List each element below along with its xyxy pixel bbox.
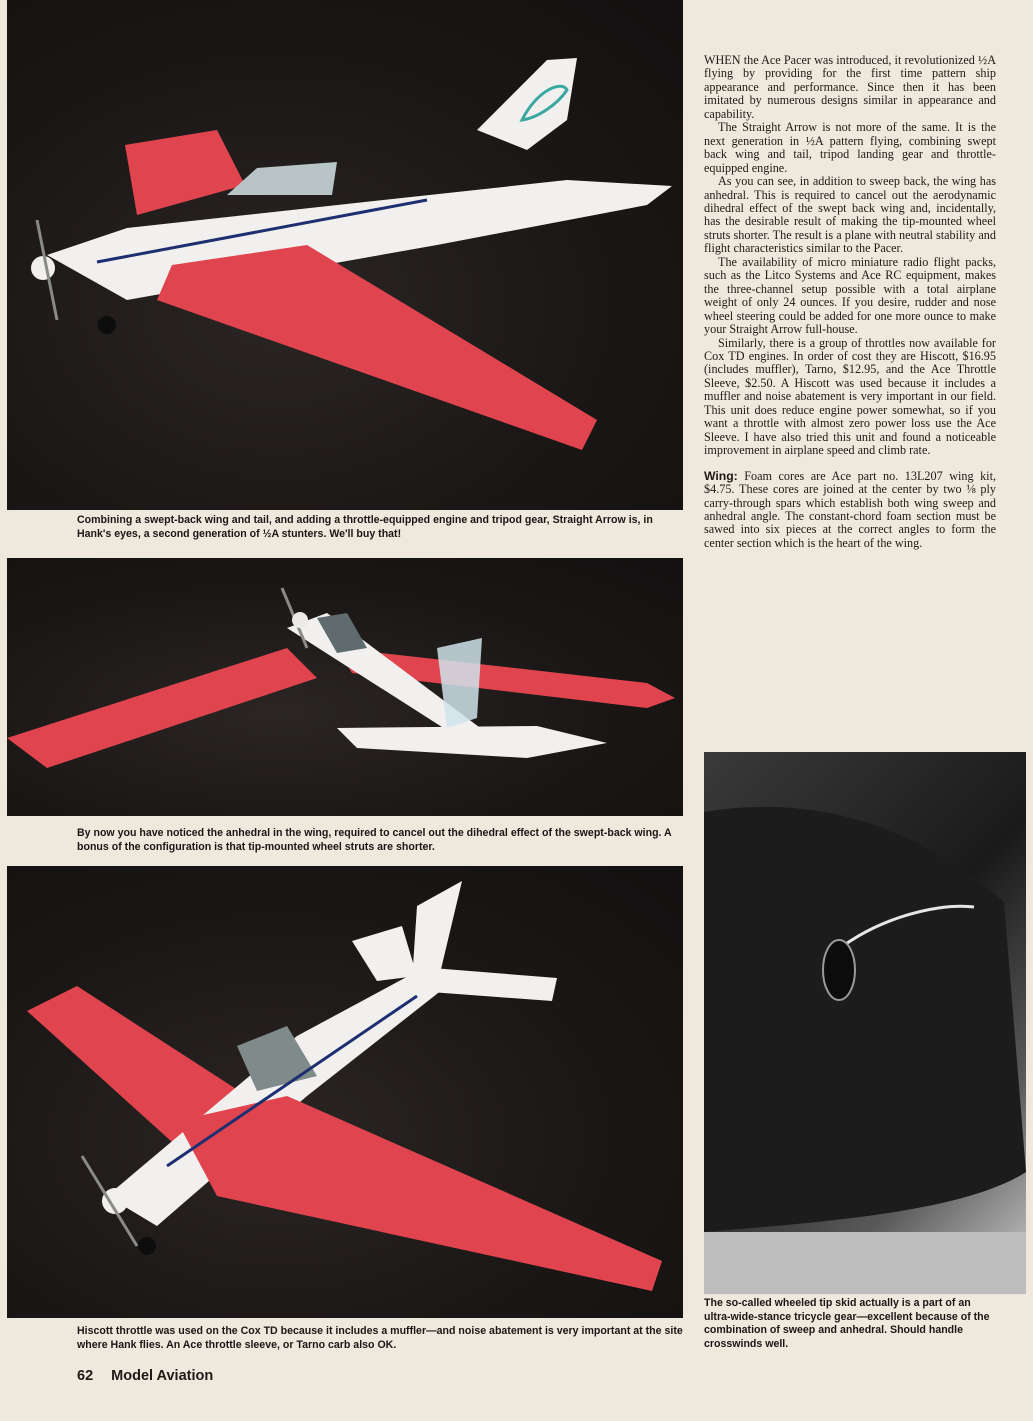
article-paragraph: The availability of micro miniature radio flight packs, such as the Litco Systems and Ace RC equipment, makes the three-channel setup possible with a total airplane weight of only 24 ounces. If you desire, rudder and nose wheel steering could be added for one more ounce to make your Straight Arrow full-house.	[704, 254, 996, 337]
photo-caption: The so-called wheeled tip skid actually is a part of an ultra-wide-stance tricycle gear—excellent because of the combination of sweep and anhedral. Should handle crosswinds well.	[704, 1297, 990, 1350]
article-paragraph: WHEN the Ace Pacer was introduced, it revolutionized ½A flying by providing for the first time pattern ship appearance and performance. Since then it has been imitated by numerous designs similar in appearance and capability.	[704, 53, 996, 121]
airplane-illustration	[7, 0, 683, 510]
photo-airplane-top-view	[7, 0, 683, 510]
photo-wing-tip-skid	[704, 752, 1026, 1294]
page-number: 62	[77, 1368, 94, 1384]
section-text: Foam cores are Ace part no. 13L207 wing kit, $4.75. These cores are joined at the center by two ⅛ ply carry-through spars which establish both wing sweep and anhedral angle. The constant-chord foam section must be sawed into six pieces at the correct angles to form the center section which is the heart of the wing.	[704, 468, 997, 550]
magazine-title: Model Aviation	[111, 1368, 214, 1384]
article-paragraph: The Straight Arrow is not more of the same. It is the next generation in ½A pattern flying, combining swept back wing and tail, tripod landing gear and throttle-equipped engine.	[704, 120, 996, 175]
photo-airplane-front-view	[7, 866, 683, 1318]
photo-caption: Hiscott throttle was used on the Cox TD because it includes a muffler—and noise abatement is very important at the site where Hank flies. An Ace throttle sleeve, or Tarno carb also OK.	[77, 1325, 683, 1351]
section-heading: Wing:	[704, 468, 738, 483]
photo-caption: By now you have noticed the anhedral in the wing, required to cancel out the dihedral effect of the swept-back wing. A bonus of the configuration is that tip-mounted wheel struts are shorter.	[77, 827, 672, 853]
photo-airplane-side-view	[7, 558, 683, 816]
airplane-illustration	[7, 558, 683, 816]
airplane-illustration	[7, 866, 683, 1318]
article-paragraph: Similarly, there is a group of throttles now available for Cox TD engines. In order of cost they are Hiscott, $16.95 (includes muffler), Tarno, $12.95, and the Ace Throttle Sleeve, $2.50. A Hiscott was used because it includes a muffler and noise abatement is very important in our field. This unit does reduce engine power somewhat, so if you want a throttle with almost zero power loss use the Ace Sleeve. I have also tried this unit and found a noticeable improvement in airplane speed and climb rate.	[704, 335, 996, 458]
article-paragraph: As you can see, in addition to sweep back, the wing has anhedral. This is required to cancel out the aerodynamic dihedral effect of the swept back wing and, incidentally, has the desirable result of making the tip-mounted wheel struts shorter. The result is a plane with neutral stability and flight characteristics similar to the Pacer.	[704, 174, 996, 256]
page-footer	[77, 1368, 213, 1384]
article-body	[704, 54, 996, 550]
photo-caption: Combining a swept-back wing and tail, and adding a throttle-equipped engine and tripod gear, Straight Arrow is, in Hank's eyes, a second generation of ½A stunters. We'll buy that!	[77, 514, 653, 540]
wing-section-paragraph	[704, 470, 996, 551]
wing-tip-illustration	[704, 752, 1026, 1294]
